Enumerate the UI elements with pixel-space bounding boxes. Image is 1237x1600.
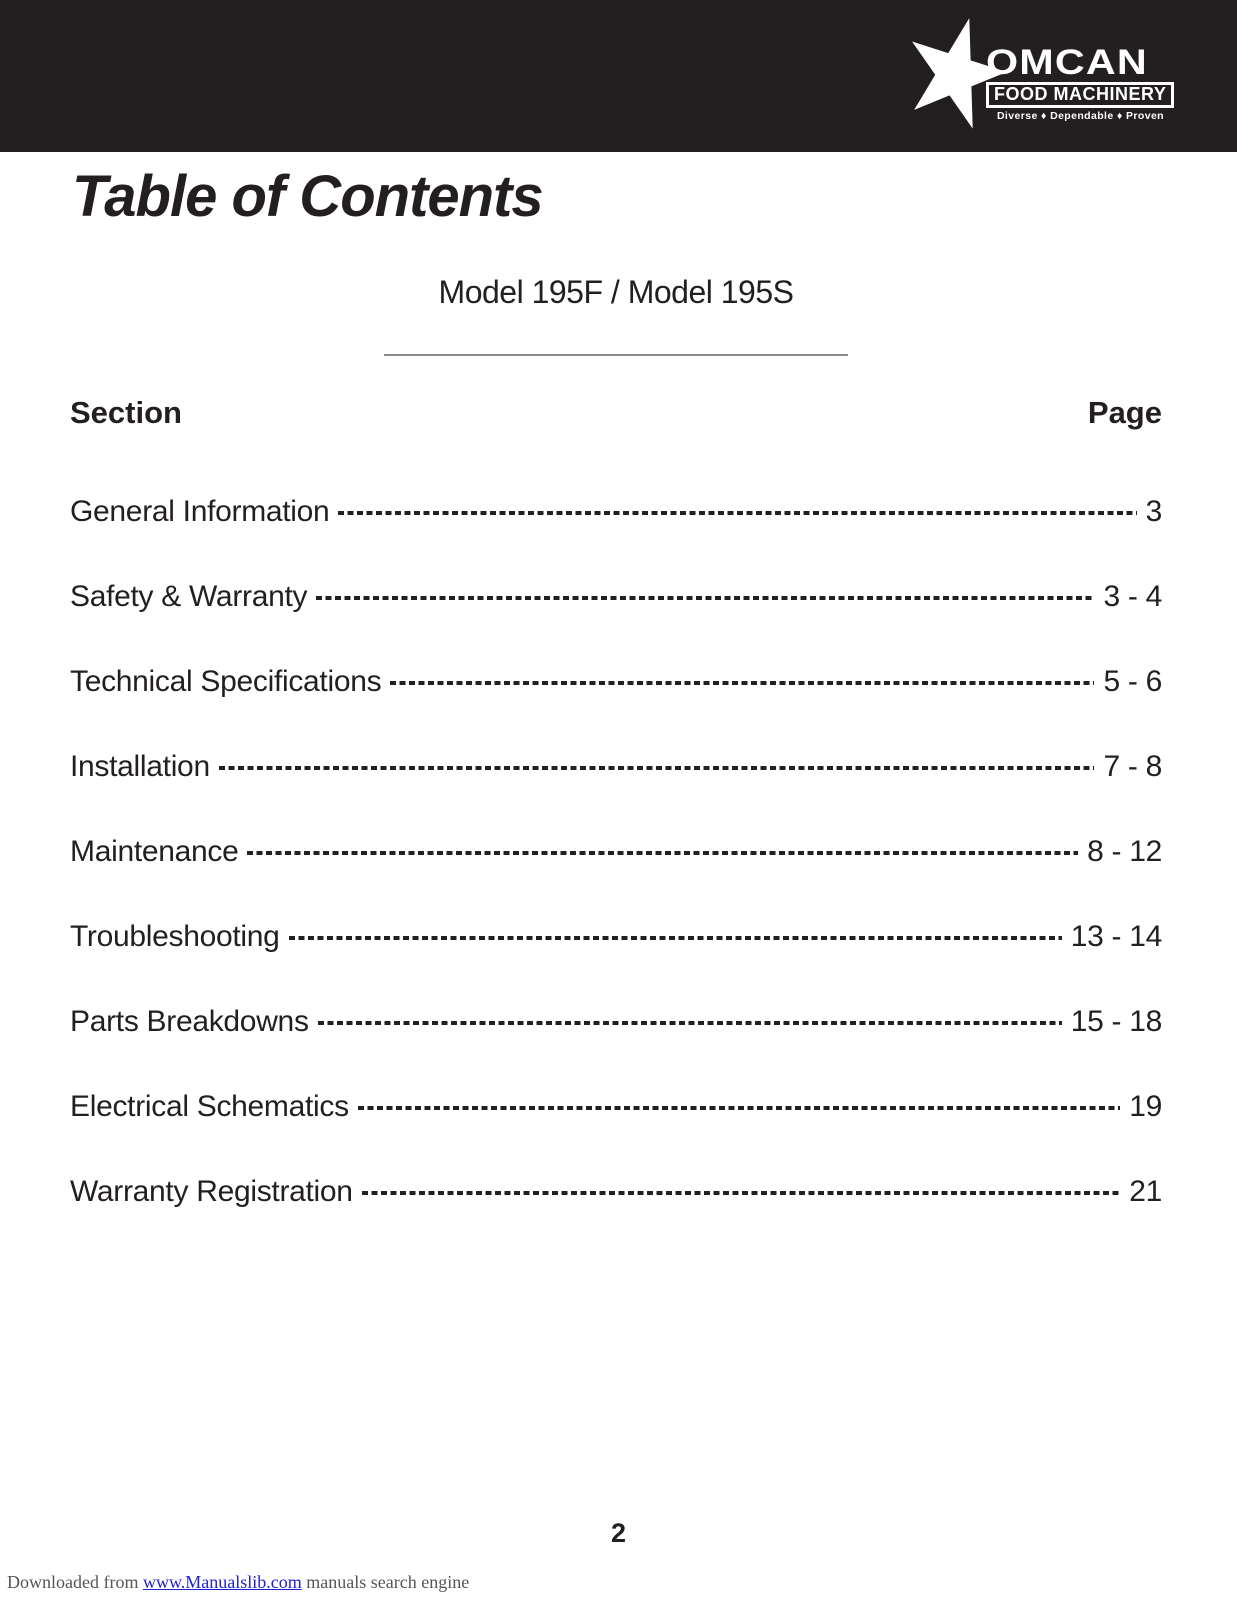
footer-suffix-text: manuals search engine	[301, 1572, 470, 1592]
section-column-header: Section	[70, 395, 182, 430]
toc-entry-pages: 5 - 6	[1103, 665, 1162, 698]
model-subtitle: Model 195F / Model 195S	[438, 274, 794, 310]
toc-dotted-leader	[362, 1191, 1121, 1195]
toc-entry-label: Technical Specifications	[70, 665, 382, 698]
toc-row	[70, 837, 1162, 867]
toc-dotted-leader	[219, 766, 1095, 770]
manualslib-footer	[7, 1571, 469, 1593]
toc-entry-pages: 7 - 8	[1103, 750, 1162, 783]
toc-entry-label: General Information	[70, 495, 330, 528]
toc-row	[70, 1007, 1162, 1037]
manualslib-link[interactable]: www.Manualslib.com	[142, 1572, 302, 1592]
toc-entry-label: Installation	[70, 750, 210, 783]
toc-entry-label: Electrical Schematics	[70, 1090, 349, 1123]
toc-entry-pages: 19	[1129, 1090, 1162, 1123]
toc-dotted-leader	[289, 936, 1062, 940]
toc-dotted-leader	[338, 511, 1136, 515]
toc-entry-pages: 21	[1129, 1175, 1162, 1208]
logo-tagline: Diverse ♦ Dependable ♦ Proven	[996, 110, 1164, 122]
footer-prefix-text: Downloaded from	[7, 1572, 143, 1592]
toc-row	[70, 497, 1162, 527]
toc-list	[70, 497, 1162, 1207]
toc-dotted-leader	[390, 681, 1094, 685]
toc-dotted-leader	[318, 1021, 1062, 1025]
toc-entry-label: Troubleshooting	[70, 920, 280, 953]
logo-brand: OMCAN	[986, 43, 1148, 82]
page-number: 2	[610, 1518, 627, 1548]
toc-entry-pages: 15 - 18	[1070, 1005, 1162, 1038]
page-title: Table of Contents	[72, 164, 543, 229]
toc-row	[70, 1092, 1162, 1122]
toc-dotted-leader	[247, 851, 1078, 855]
toc-row	[70, 1177, 1162, 1207]
toc-row	[70, 922, 1162, 952]
toc-entry-label: Warranty Registration	[70, 1175, 353, 1208]
toc-row	[70, 582, 1162, 612]
toc-entry-label: Safety & Warranty	[70, 580, 308, 613]
toc-row	[70, 667, 1162, 697]
divider-line	[384, 354, 848, 356]
toc-entry-pages: 3	[1145, 495, 1162, 528]
toc-entry-pages: 13 - 14	[1070, 920, 1162, 953]
logo-text-block	[986, 43, 1167, 122]
logo-subbrand: FOOD MACHINERY	[994, 84, 1167, 104]
toc-entry-pages: 8 - 12	[1087, 835, 1162, 868]
toc-dotted-leader	[358, 1106, 1120, 1110]
toc-page	[70, 164, 1162, 1208]
column-headers	[70, 397, 1162, 428]
header-bar	[0, 0, 1237, 152]
toc-entry-pages: 3 - 4	[1103, 580, 1162, 613]
page-column-header: Page	[1087, 395, 1162, 430]
omcan-logo	[898, 8, 1167, 146]
toc-entry-label: Maintenance	[70, 835, 239, 868]
toc-dotted-leader	[316, 596, 1094, 600]
logo-subbrand-box	[986, 82, 1174, 108]
toc-entry-label: Parts Breakdowns	[70, 1005, 309, 1038]
toc-row	[70, 752, 1162, 782]
